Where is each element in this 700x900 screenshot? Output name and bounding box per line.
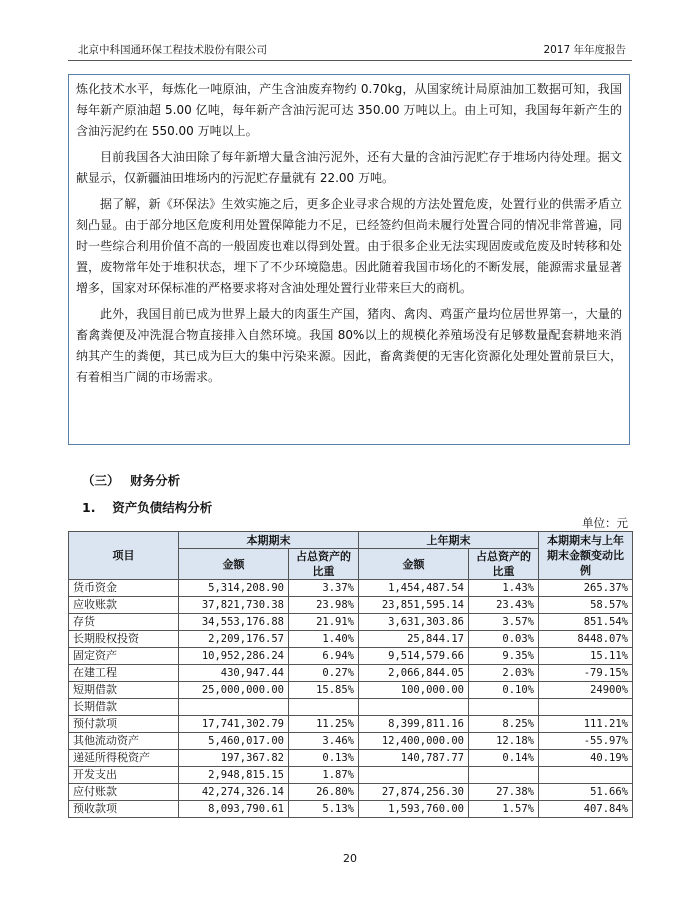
cell-prev-amt: 23,851,595.14 — [359, 597, 469, 614]
cell-cur-amt: 2,209,176.57 — [179, 631, 289, 648]
cell-prev-amt: 100,000.00 — [359, 682, 469, 699]
cell-prev-pct: 1.57% — [469, 801, 539, 818]
header-previous: 上年期末 — [359, 532, 539, 549]
cell-prev-pct: 27.38% — [469, 784, 539, 801]
cell-change — [539, 767, 633, 784]
cell-change: 51.66% — [539, 784, 633, 801]
table-row — [69, 767, 633, 784]
cell-prev-amt: 2,066,844.05 — [359, 665, 469, 682]
header-divider — [68, 60, 632, 61]
cell-change: 265.37% — [539, 580, 633, 597]
cell-item: 开发支出 — [69, 767, 179, 784]
report-title: 2017 年年度报告 — [543, 44, 626, 56]
cell-item: 应付账款 — [69, 784, 179, 801]
cell-item: 递延所得税资产 — [69, 750, 179, 767]
balance-sheet-table — [68, 531, 633, 818]
cell-change: 8448.07% — [539, 631, 633, 648]
cell-prev-pct: 0.03% — [469, 631, 539, 648]
cell-change: 111.21% — [539, 716, 633, 733]
cell-prev-amt: 3,631,303.86 — [359, 614, 469, 631]
cell-item: 短期借款 — [69, 682, 179, 699]
cell-prev-amt: 25,844.17 — [359, 631, 469, 648]
table-row — [69, 801, 633, 818]
paragraph-1: 炼化技术水平，每炼化一吨原油，产生含油废弃物约 0.70kg，从国家统计局原油加工数据可知，我国每年新产原油超 5.00 亿吨，每年新产含油污泥可达 350.00 万吨以上。由上可知，我国每年新产生的含油污泥约在 550.00 万吨以上。 — [76, 82, 622, 138]
cell-cur-amt: 197,367.82 — [179, 750, 289, 767]
cell-prev-pct: 2.03% — [469, 665, 539, 682]
cell-cur-amt: 42,274,326.14 — [179, 784, 289, 801]
cell-cur-pct: 0.13% — [289, 750, 359, 767]
table-row — [69, 597, 633, 614]
cell-prev-pct: 0.14% — [469, 750, 539, 767]
cell-prev-amt: 1,593,760.00 — [359, 801, 469, 818]
company-name: 北京中科国通环保工程技术股份有限公司 — [78, 44, 267, 56]
text-box — [68, 74, 630, 445]
table-row — [69, 665, 633, 682]
header-item: 项目 — [69, 532, 179, 580]
header-previous-amount: 金额 — [359, 549, 469, 580]
cell-prev-amt — [359, 699, 469, 716]
paragraph-4: 此外，我国目前已成为世界上最大的肉蛋生产国，猪肉、禽肉、鸡蛋产量均位居世界第一，大量的畜禽粪便及冲洗混合物直接排入自然环境。我国 80%以上的规模化养殖场没有足够数量配套耕地来消纳其产生的粪便，其已成为巨大的集中污染来源。因此，畜禽粪便的无害化资源化处理处置前景巨大，有着相当广阔的市场需求。 — [76, 307, 622, 384]
cell-cur-pct: 0.27% — [289, 665, 359, 682]
cell-cur-pct: 5.13% — [289, 801, 359, 818]
table-row — [69, 614, 633, 631]
cell-prev-amt: 12,400,000.00 — [359, 733, 469, 750]
header-current-ratio: 占总资产的比重 — [289, 549, 359, 580]
table-row — [69, 750, 633, 767]
cell-change: -79.15% — [539, 665, 633, 682]
header-previous-ratio: 占总资产的比重 — [469, 549, 539, 580]
cell-change: 40.19% — [539, 750, 633, 767]
paragraph-2: 目前我国各大油田除了每年新增大量含油污泥外，还有大量的含油污泥贮存于堆场内待处理。据文献显示，仅新疆油田堆场内的污泥贮存量就有 22.00 万吨。 — [76, 150, 622, 185]
paragraph-3: 据了解，新《环保法》生效实施之后，更多企业寻求合规的方法处置危废，处置行业的供需矛盾立刻凸显。由于部分地区危废利用处置保障能力不足，已经签约但尚未履行处置合同的情况非常普遍，同时一些综合利用价值不高的一般固废也难以得到处置。由于很多企业无法实现固废或危废及时转移和处置，废物常年处于堆积状态，埋下了不少环境隐患。因此随着我国市场化的不断发展，能源需求量显著增多，国家对环保标准的严格要求将对含油处理处置行业带来巨大的商机。 — [76, 197, 622, 295]
cell-cur-amt: 5,314,208.90 — [179, 580, 289, 597]
header-change: 本期期末与上年期末金额变动比例 — [539, 532, 633, 580]
cell-cur-amt — [179, 699, 289, 716]
cell-item: 存货 — [69, 614, 179, 631]
cell-cur-pct: 21.91% — [289, 614, 359, 631]
page-header — [68, 40, 632, 58]
cell-prev-pct — [469, 699, 539, 716]
cell-cur-pct: 15.85% — [289, 682, 359, 699]
cell-prev-pct: 1.43% — [469, 580, 539, 597]
cell-prev-amt: 1,454,487.54 — [359, 580, 469, 597]
table-row — [69, 699, 633, 716]
cell-change: 407.84% — [539, 801, 633, 818]
cell-item: 其他流动资产 — [69, 733, 179, 750]
cell-prev-amt — [359, 767, 469, 784]
cell-item: 应收账款 — [69, 597, 179, 614]
cell-change: 15.11% — [539, 648, 633, 665]
cell-cur-amt: 10,952,286.24 — [179, 648, 289, 665]
cell-prev-pct: 9.35% — [469, 648, 539, 665]
table-row — [69, 716, 633, 733]
cell-item: 预收款项 — [69, 801, 179, 818]
unit-label: 单位：元 — [582, 516, 628, 530]
section-title: （三） 财务分析 — [82, 473, 181, 488]
header-current-amount: 金额 — [179, 549, 289, 580]
header-current: 本期期末 — [179, 532, 359, 549]
cell-cur-amt: 17,741,302.79 — [179, 716, 289, 733]
table-row — [69, 648, 633, 665]
cell-cur-pct: 3.37% — [289, 580, 359, 597]
cell-item: 长期股权投资 — [69, 631, 179, 648]
cell-change: -55.97% — [539, 733, 633, 750]
cell-item: 预付款项 — [69, 716, 179, 733]
cell-cur-pct: 1.40% — [289, 631, 359, 648]
cell-cur-amt: 25,000,000.00 — [179, 682, 289, 699]
table-row — [69, 580, 633, 597]
cell-cur-amt: 8,093,790.61 — [179, 801, 289, 818]
cell-item: 长期借款 — [69, 699, 179, 716]
cell-cur-pct: 26.80% — [289, 784, 359, 801]
cell-prev-pct: 8.25% — [469, 716, 539, 733]
cell-item: 在建工程 — [69, 665, 179, 682]
cell-prev-amt: 8,399,811.16 — [359, 716, 469, 733]
cell-change: 58.57% — [539, 597, 633, 614]
cell-cur-pct: 1.87% — [289, 767, 359, 784]
cell-prev-amt: 140,787.77 — [359, 750, 469, 767]
cell-prev-pct: 12.18% — [469, 733, 539, 750]
cell-item: 固定资产 — [69, 648, 179, 665]
cell-prev-amt: 27,874,256.30 — [359, 784, 469, 801]
cell-item: 货币资金 — [69, 580, 179, 597]
cell-cur-amt: 34,553,176.88 — [179, 614, 289, 631]
cell-prev-pct: 3.57% — [469, 614, 539, 631]
cell-change — [539, 699, 633, 716]
cell-cur-pct: 23.98% — [289, 597, 359, 614]
cell-cur-amt: 2,948,815.15 — [179, 767, 289, 784]
subsection-title: 1. 资产负债结构分析 — [82, 500, 213, 515]
table-row — [69, 682, 633, 699]
cell-change: 24900% — [539, 682, 633, 699]
page-number: 20 — [343, 852, 357, 865]
table-row — [69, 784, 633, 801]
cell-prev-amt: 9,514,579.66 — [359, 648, 469, 665]
cell-cur-pct: 3.46% — [289, 733, 359, 750]
cell-cur-pct: 11.25% — [289, 716, 359, 733]
cell-cur-amt: 37,821,730.38 — [179, 597, 289, 614]
cell-cur-pct: 6.94% — [289, 648, 359, 665]
cell-cur-amt: 5,460,017.00 — [179, 733, 289, 750]
cell-cur-pct — [289, 699, 359, 716]
table-row — [69, 733, 633, 750]
cell-change: 851.54% — [539, 614, 633, 631]
cell-prev-pct — [469, 767, 539, 784]
cell-cur-amt: 430,947.44 — [179, 665, 289, 682]
table-row — [69, 631, 633, 648]
cell-prev-pct: 23.43% — [469, 597, 539, 614]
cell-prev-pct: 0.10% — [469, 682, 539, 699]
